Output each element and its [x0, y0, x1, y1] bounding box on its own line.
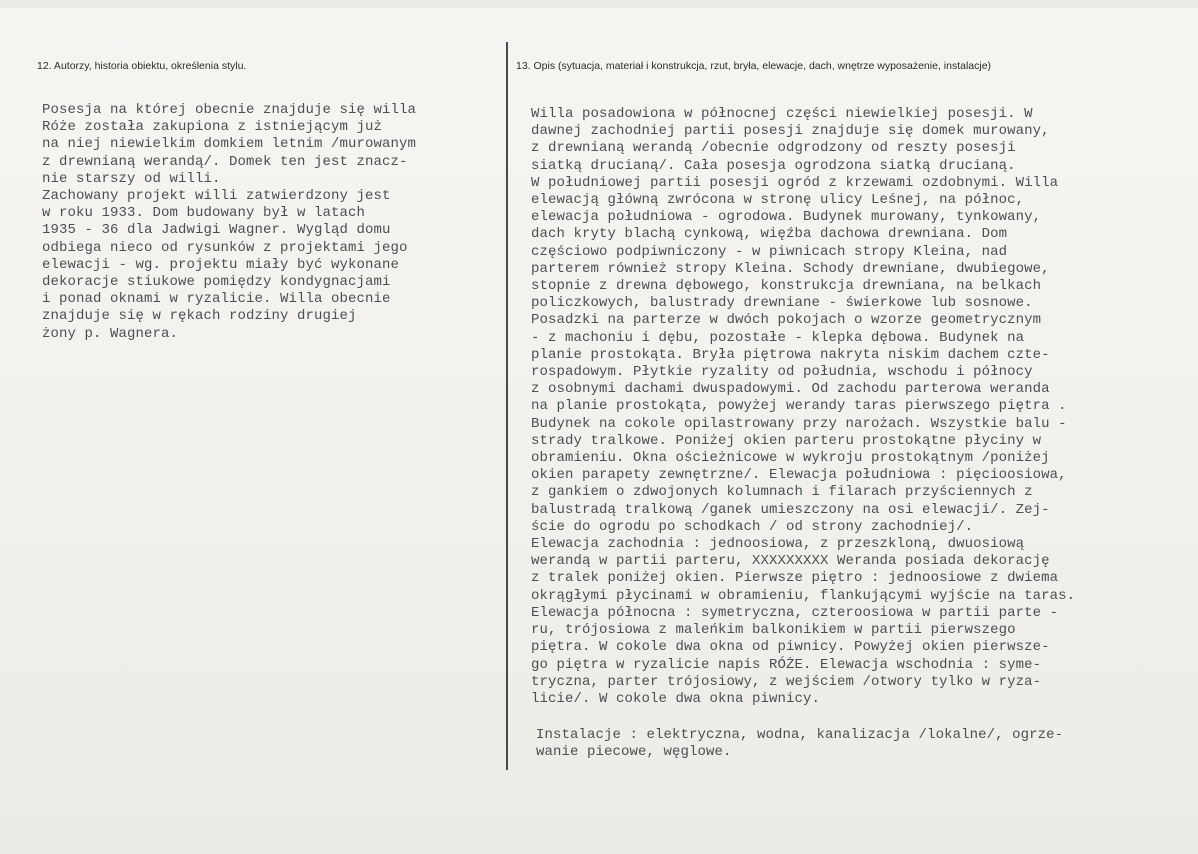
section-13-text-line: okien parapety zewnętrzne/. Elewacja południowa : pięcioosiowa,	[531, 467, 1067, 484]
section-12-text-line: w roku 1933. Dom budowany był w latach	[42, 205, 366, 222]
section-12-text-line: Posesja na której obecnie znajduje się willa	[42, 102, 417, 118]
installations-text-line: wanie piecowe, węglowe.	[536, 744, 732, 761]
section-12-text-line: Róże została zakupiona z istniejącym już	[42, 119, 383, 136]
section-13-text-line: z tralek poniżej okien. Pierwsze piętro : jednoosiowe z dwiema	[531, 570, 1059, 587]
section-13-text-line: balustradą tralkową /ganek umieszczony na osi elewacji/. Zej-	[531, 501, 1050, 518]
section-13-text-line: siatką drucianą/. Cała posesja ogrodzona siatką drucianą.	[531, 157, 1016, 174]
section-13-text-line: Budynek na cokole opilastrowany przy narożach. Wszystkie balu -	[531, 415, 1067, 432]
section-12-text-line: i ponad oknami w ryzalicie. Willa obecnie	[42, 291, 391, 308]
installations-text-line: Instalacje : elektryczna, wodna, kanalizacja /lokalne/, ogrze-	[536, 727, 1064, 743]
page-top-edge	[0, 0, 1198, 8]
section-13-text-line: częściowo podpiwniczony - w piwnicach stropy Kleina, nad	[531, 243, 1008, 260]
section-13-text-line: na planie prostokąta, powyżej werandy taras pierwszego piętra .	[531, 398, 1067, 415]
section-13-text-line: Willa posadowiona w północnej części niewielkiej posesji. W	[531, 106, 1033, 122]
section-12-text-line: znajduje się w rękach rodziny drugiej	[42, 308, 357, 325]
section-13-text-line: werandą w partii parteru, XXXXXXXXX Weranda posiada dekorację	[531, 553, 1050, 570]
column-divider	[506, 42, 508, 770]
section-13-text-line: z osobnymi dachami dwuspadowymi. Od zachodu parterowa weranda	[531, 381, 1050, 398]
section-13-text-line: elewacja południowa - ogrodowa. Budynek murowany, tynkowany,	[531, 209, 1042, 226]
section-12-text-line: elewacji - wg. projektu miały być wykonane	[42, 256, 400, 273]
section-13-text-line: planie prostokąta. Bryła piętrowa nakryta niskim dachem czte-	[531, 346, 1050, 363]
section-12-text-line: odbiega nieco od rysunków z projektami jego	[42, 239, 408, 256]
section-13-text-line: obramieniu. Okna ościeżnicowe w wykroju prostokątnym /poniżej	[531, 450, 1050, 467]
section-13-text-line: Elewacja północna : symetryczna, czteroosiowa w partii parte -	[531, 604, 1059, 621]
section-13-text-line: parterem również stropy Kleina. Schody drewniane, dwubiegowe,	[531, 260, 1050, 277]
section-13-text-line: Posadzki na parterze w dwóch pokojach o wzorze geometrycznym	[531, 312, 1042, 329]
section-12-text-line: żony p. Wagnera.	[42, 325, 179, 342]
section-13-text-line: licie/. W cokole dwa okna piwnicy.	[531, 690, 821, 707]
section-13-text-line: policzkowych, balustrady drewniane - świerkowe lub sosnowe.	[531, 295, 1033, 312]
section-13-text-line: z drewnianą werandą /obecnie odgrodzony od reszty posesji	[531, 140, 1016, 157]
section-12-text-line: na niej niewielkim domkiem letnim /murowanym	[42, 136, 417, 153]
section-13-text-line: Elewacja zachodnia : jednoosiowa, z przeszkloną, dwuosiową	[531, 536, 1025, 553]
section-12-text-line: dekoracje stiukowe pomiędzy kondygnacjami	[42, 274, 391, 291]
section-12-text-line: 1935 - 36 dla Jadwigi Wagner. Wygląd domu	[42, 222, 391, 239]
section-13-text-line: dach kryty blachą cynkową, więźba dachowa drewniana. Dom	[531, 226, 1008, 243]
section-13-text-line: ru, trójosiowa z maleńkim balkonikiem w partii pierwszego	[531, 622, 1016, 639]
section-13-text-line: ście do ogrodu po schodkach / od strony zachodniej/.	[531, 518, 974, 535]
section-13-text-line: - z machoniu i dębu, pozostałe - klepka dębowa. Budynek na	[531, 329, 1025, 346]
section-13-text-line: rospadowym. Płytkie ryzality od południa, wschodu i północy	[531, 364, 1033, 381]
section-13-text-line: W południowej partii posesji ogród z krzewami ozdobnymi. Willa	[531, 174, 1059, 191]
section-13-text-line: piętra. W cokole dwa okna od piwnicy. Powyżej okien pierwsze-	[531, 639, 1050, 656]
section-12-text-line: z drewnianą werandą/. Domek ten jest znacz-	[42, 153, 408, 170]
section-12-text-line: nie starszy od willi.	[42, 170, 221, 187]
section-12-text-line: Zachowany projekt willi zatwierdzony jest	[42, 188, 391, 205]
section-13-text-line: go piętra w ryzalicie napis RÓŻE. Elewacja wschodnia : syme-	[531, 656, 1042, 673]
section-13-text-line: tryczna, parter trójosiowy, z wejściem /otwory tylko w ryza-	[531, 673, 1042, 690]
section-13-heading: 13. Opis (sytuacja, materiał i konstrukcja, rzut, bryła, elewacje, dach, wnętrze wyposażenie, instalacje)	[516, 60, 992, 72]
section-13-text-line: elewacją główną zwrócona w stronę ulicy Leśnej, na północ,	[531, 192, 1025, 209]
section-12-typed-text	[42, 102, 416, 343]
section-13-text-line: dawnej zachodniej partii posesji znajduje się domek murowany,	[531, 123, 1050, 140]
section-12-heading: 12. Autorzy, historia obiektu, określenia stylu.	[37, 60, 247, 72]
section-13-text-line: stopnie z drewna dębowego, konstrukcja drewniana, na belkach	[531, 278, 1042, 295]
section-13-text-line: strady tralkowe. Poniżej okien parteru prostokątne płyciny w	[531, 432, 1042, 449]
installations-typed-text	[536, 727, 1063, 761]
section-13-text-line: z gankiem o zdwojonych kolumnach i filarach przyściennych z	[531, 484, 1033, 501]
section-13-text-line: okrągłymi płycinami w obramieniu, flankującymi wyjście na taras.	[531, 587, 1076, 604]
section-13-typed-text	[531, 106, 1075, 708]
